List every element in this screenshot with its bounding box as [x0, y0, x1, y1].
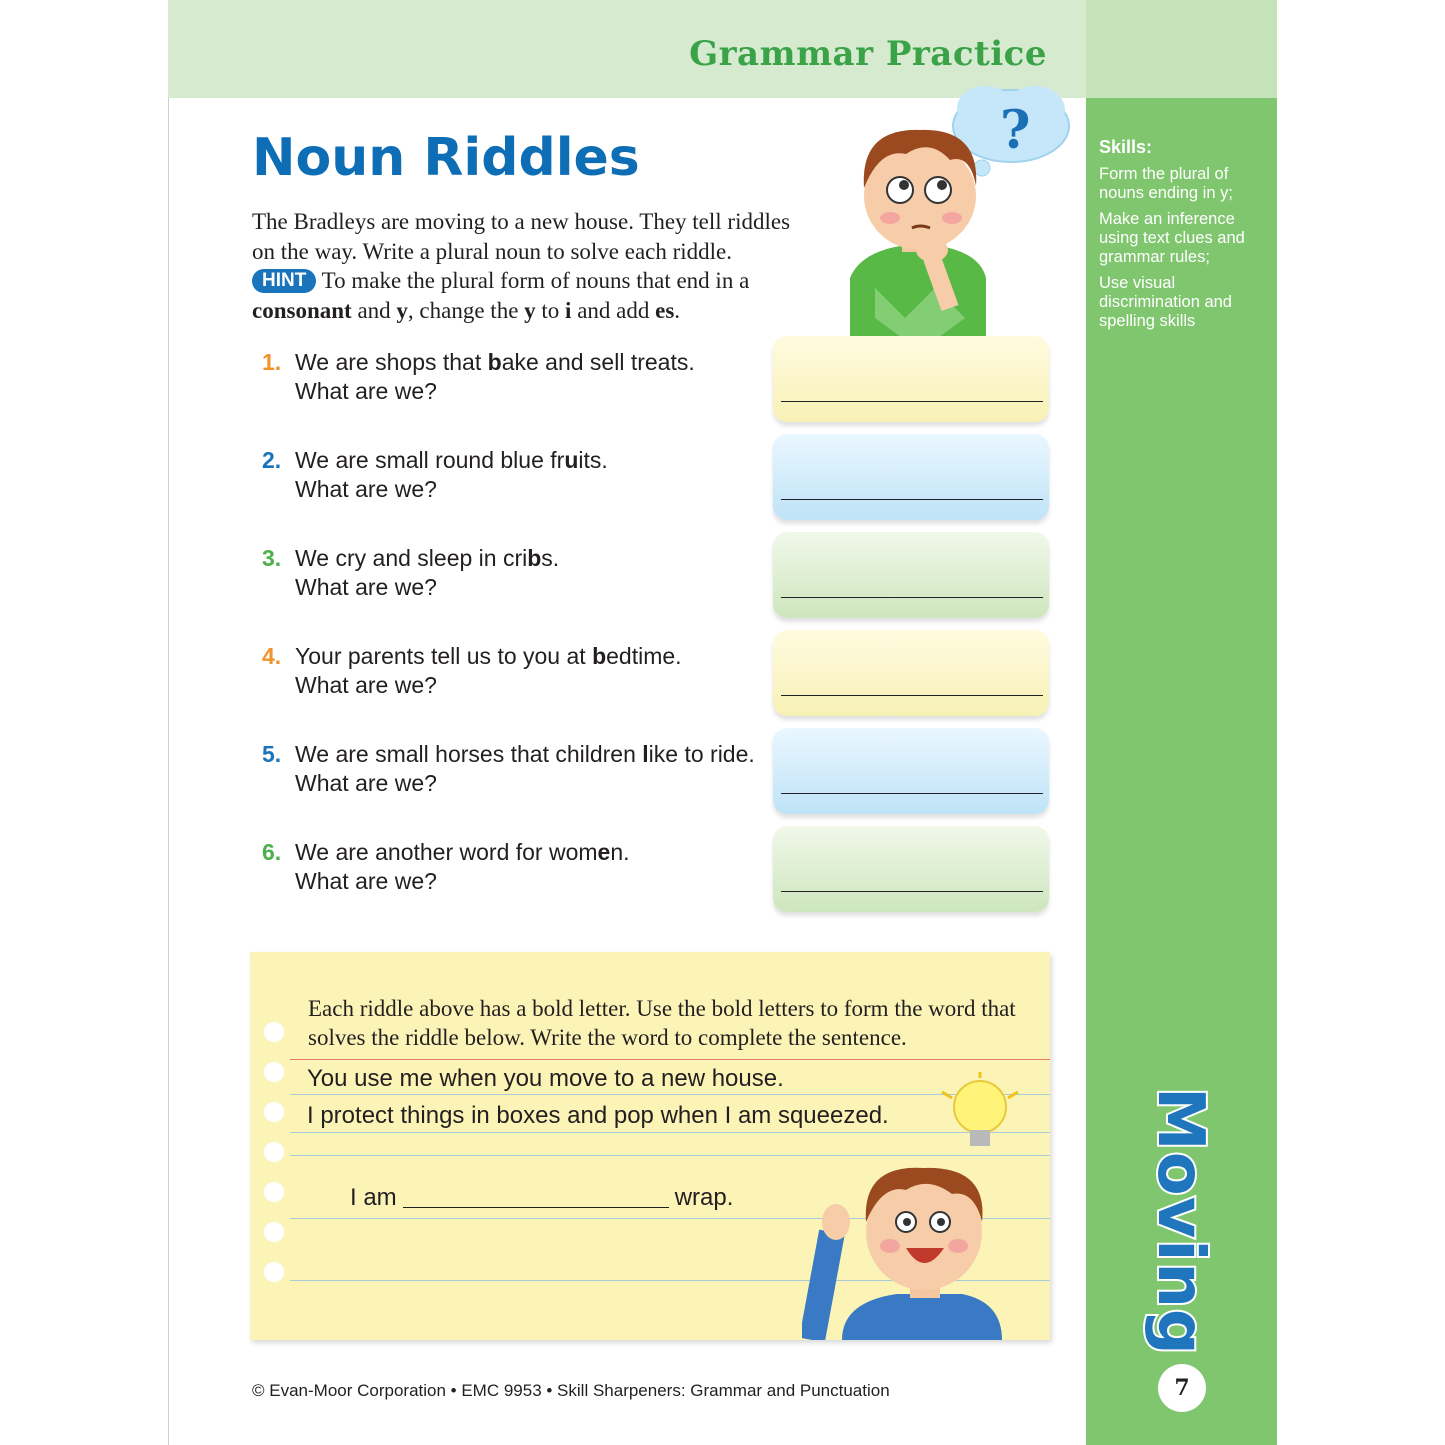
- instructions: [252, 207, 812, 325]
- skill-item: Use visual discrimination and spelling skills: [1099, 274, 1232, 330]
- page-number: 7: [1158, 1364, 1206, 1412]
- notepad-hole: [264, 1182, 284, 1202]
- riddle-bold-letter: u: [564, 447, 579, 473]
- riddle-bold-letter: b: [527, 545, 542, 571]
- answer-line[interactable]: [781, 401, 1043, 402]
- riddle-question: What are we?: [295, 574, 437, 600]
- answer-box[interactable]: [773, 826, 1049, 912]
- hint-bold: y: [396, 297, 408, 323]
- riddle-text-part: We cry and sleep in cri: [295, 545, 528, 571]
- riddle-number: 4.: [262, 643, 282, 669]
- notepad-hole: [264, 1142, 284, 1162]
- riddle-text-part: s.: [541, 545, 560, 571]
- answer-line[interactable]: [781, 891, 1043, 892]
- riddle-text-part: n.: [610, 839, 630, 865]
- answer-box[interactable]: [773, 728, 1049, 814]
- header-band-corner: [1086, 0, 1277, 98]
- answer-line[interactable]: [781, 793, 1043, 794]
- hint-badge: HINT: [252, 269, 316, 293]
- riddle-question: What are we?: [295, 868, 437, 894]
- notepad-hole: [264, 1262, 284, 1282]
- notepad-hole: [264, 1022, 284, 1042]
- hint-text: To make the plural form of nouns that end in a: [316, 268, 750, 293]
- notepad-activity: [250, 952, 1050, 1340]
- final-riddle-line: I protect things in boxes and pop when I am squeezed.: [307, 1102, 889, 1129]
- notepad-hole: [264, 1102, 284, 1122]
- hint-text: and: [351, 297, 397, 323]
- page-title: Noun Riddles: [252, 128, 640, 188]
- answer-prefix: I am: [350, 1184, 397, 1211]
- riddle-text-part: its.: [578, 447, 608, 473]
- riddle-number: 3.: [262, 545, 282, 571]
- answer-box[interactable]: [773, 532, 1049, 618]
- final-answer-sentence: [350, 1184, 733, 1212]
- riddle-number: 2.: [262, 447, 282, 473]
- lightbulb-icon: [942, 1072, 1018, 1146]
- answer-box[interactable]: [773, 336, 1049, 422]
- riddle-question: What are we?: [295, 770, 437, 796]
- hint-bold: consonant: [252, 297, 352, 323]
- skills-panel: [1099, 138, 1249, 338]
- riddle-text: [295, 740, 755, 798]
- riddle-text: [295, 642, 682, 700]
- hint-text: and add: [571, 297, 656, 323]
- riddle-number: 1.: [262, 349, 282, 375]
- notepad-instructions: Each riddle above has a bold letter. Use the bold letters to form the word that solves the riddle below. Write the word to complete the sentence.: [308, 996, 1016, 1050]
- riddle-question: What are we?: [295, 378, 437, 404]
- riddle-text-part: We are shops that: [295, 349, 488, 375]
- hint-bold: es: [655, 297, 675, 323]
- thinking-boy-illustration: [820, 78, 1080, 340]
- riddle-text-part: edtime.: [606, 643, 682, 669]
- riddle-text: [295, 838, 630, 896]
- riddle-question: What are we?: [295, 476, 437, 502]
- riddle-text-part: ike to ride.: [648, 741, 755, 767]
- riddle-number: 5.: [262, 741, 282, 767]
- hint-text: to: [535, 297, 566, 323]
- skill-item: Form the plural of nouns ending in y;: [1099, 165, 1233, 202]
- hint-text: , change the: [407, 297, 525, 323]
- riddle-number: 6.: [262, 839, 282, 865]
- final-answer-blank[interactable]: [403, 1207, 669, 1208]
- notepad-hole: [264, 1222, 284, 1242]
- notepad-margin-line: [290, 1059, 1050, 1060]
- riddle-bold-letter: l: [642, 741, 649, 767]
- riddle-text-part: We are small horses that children: [295, 741, 643, 767]
- riddle-question: What are we?: [295, 672, 437, 698]
- answer-box[interactable]: [773, 630, 1049, 716]
- skill-item: Make an inference using text clues and grammar rules;: [1099, 210, 1245, 266]
- excited-boy-illustration: [802, 1072, 1050, 1340]
- hint-text: .: [674, 297, 681, 323]
- notepad-hole: [264, 1062, 284, 1082]
- question-mark-icon: ?: [1000, 100, 1031, 161]
- riddle-text: [295, 544, 559, 602]
- riddle-bold-letter: b: [487, 349, 502, 375]
- hint-bold: y: [524, 297, 536, 323]
- riddle-text-part: We are another word for wom: [295, 839, 598, 865]
- riddle-bold-letter: b: [592, 643, 607, 669]
- theme-label: Moving: [1143, 1087, 1217, 1356]
- answer-line[interactable]: [781, 499, 1043, 500]
- riddle-text-part: We are small round blue fr: [295, 447, 565, 473]
- hint-bold: i: [565, 297, 572, 323]
- section-title: Grammar Practice: [689, 34, 1047, 74]
- riddle-text-part: ake and sell treats.: [501, 349, 695, 375]
- answer-line[interactable]: [781, 695, 1043, 696]
- riddle-text-part: Your parents tell us to you at: [295, 643, 593, 669]
- intro-text: The Bradleys are moving to a new house. They tell riddles on the way. Write a plural noun to solve each riddle.: [252, 209, 791, 264]
- thought-bubble: [953, 86, 1069, 185]
- answer-suffix: wrap.: [674, 1184, 734, 1211]
- riddle-text: [295, 446, 608, 504]
- final-riddle-line: You use me when you move to a new house.: [307, 1065, 784, 1092]
- footer-copyright: © Evan-Moor Corporation • EMC 9953 • Skill Sharpeners: Grammar and Punctuation: [252, 1381, 890, 1400]
- riddle-bold-letter: e: [597, 839, 611, 865]
- answer-line[interactable]: [781, 597, 1043, 598]
- riddle-text: [295, 348, 695, 406]
- skills-heading: Skills:: [1099, 137, 1153, 157]
- answer-box[interactable]: [773, 434, 1049, 520]
